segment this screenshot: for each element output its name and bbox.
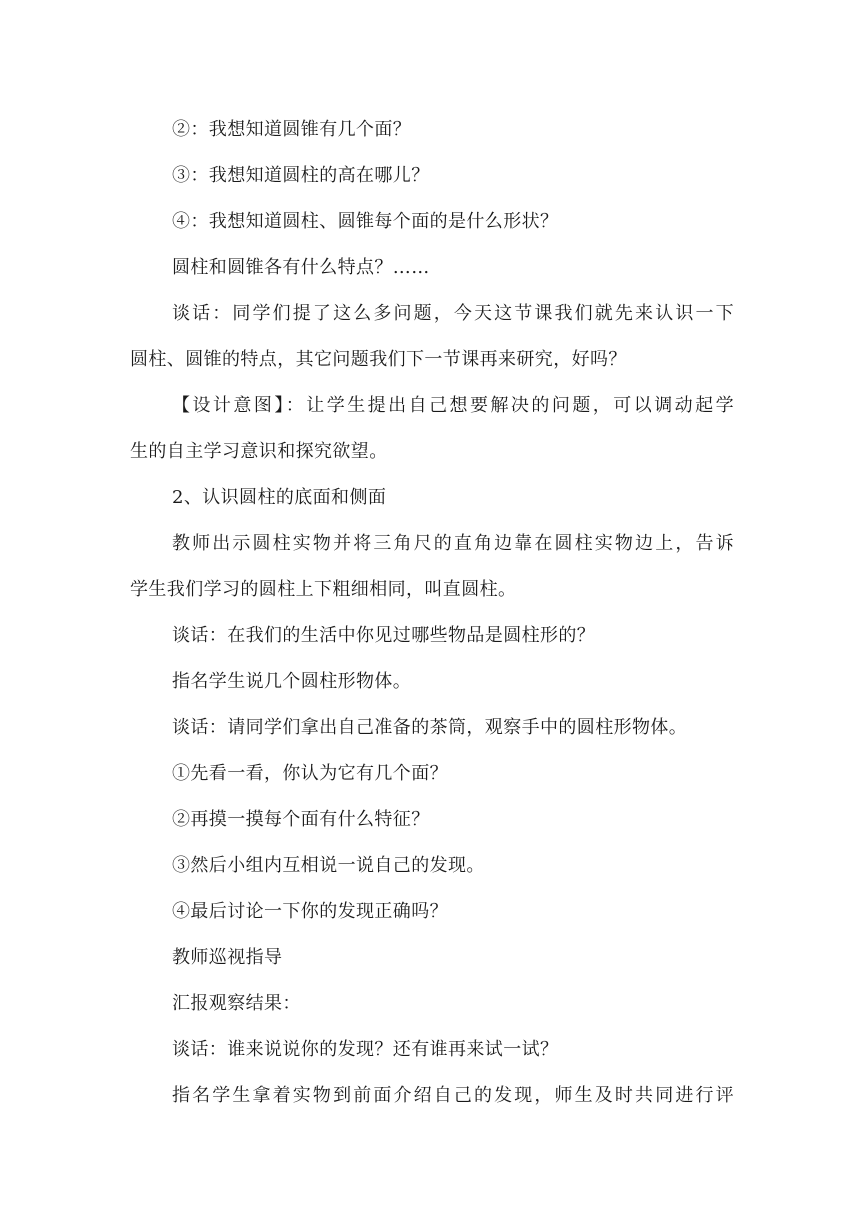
design-intent-line-1: 【设计意图】：让学生提出自己想要解决的问题，可以调动起学 xyxy=(172,395,734,416)
design-intent-line-2: 生的自主学习意识和探究欲望。 xyxy=(130,441,388,462)
document-body xyxy=(130,110,734,1116)
talk-paragraph-line-1: 谈话：同学们提了这么多问题，今天这节课我们就先来认识一下 xyxy=(172,303,734,324)
step-4-line: ④最后讨论一下你的发现正确吗？ xyxy=(172,901,448,922)
students-present-line: 指名学生拿着实物到前面介绍自己的发现，师生及时共同进行评 xyxy=(172,1085,734,1106)
talk-life-objects-line: 谈话：在我们的生活中你见过哪些物品是圆柱形的？ xyxy=(172,625,596,646)
question-4-line: ④：我想知道圆柱、圆锥每个面的是什么形状？ xyxy=(172,211,559,232)
question-3-line: ③：我想知道圆柱的高在哪儿？ xyxy=(172,165,430,186)
section-heading-cylinder: 2、认识圆柱的底面和侧面 xyxy=(172,487,387,508)
talk-observe-line: 谈话：请同学们拿出自己准备的茶筒，观察手中的圆柱形物体。 xyxy=(172,717,688,738)
report-results-line: 汇报观察结果： xyxy=(172,993,301,1014)
talk-paragraph-line-2: 圆柱、圆锥的特点，其它问题我们下一节课再来研究，好吗？ xyxy=(130,349,627,370)
question-summary-line: 圆柱和圆锥各有什么特点？…… xyxy=(172,257,430,278)
step-2-line: ②再摸一摸每个面有什么特征？ xyxy=(172,809,430,830)
talk-who-shares-line: 谈话：谁来说说你的发现？还有谁再来试一试？ xyxy=(172,1039,559,1060)
step-3-line: ③然后小组内互相说一说自己的发现。 xyxy=(172,855,485,876)
step-1-line: ①先看一看，你认为它有几个面？ xyxy=(172,763,448,784)
teacher-guidance-line: 教师巡视指导 xyxy=(172,947,283,968)
question-2-line: ②：我想知道圆锥有几个面？ xyxy=(172,119,412,140)
teacher-demo-line-2: 学生我们学习的圆柱上下粗细相同，叫直圆柱。 xyxy=(130,579,517,600)
students-name-objects-line: 指名学生说几个圆柱形物体。 xyxy=(172,671,412,692)
teacher-demo-line-1: 教师出示圆柱实物并将三角尺的直角边靠在圆柱实物边上，告诉 xyxy=(172,533,734,554)
